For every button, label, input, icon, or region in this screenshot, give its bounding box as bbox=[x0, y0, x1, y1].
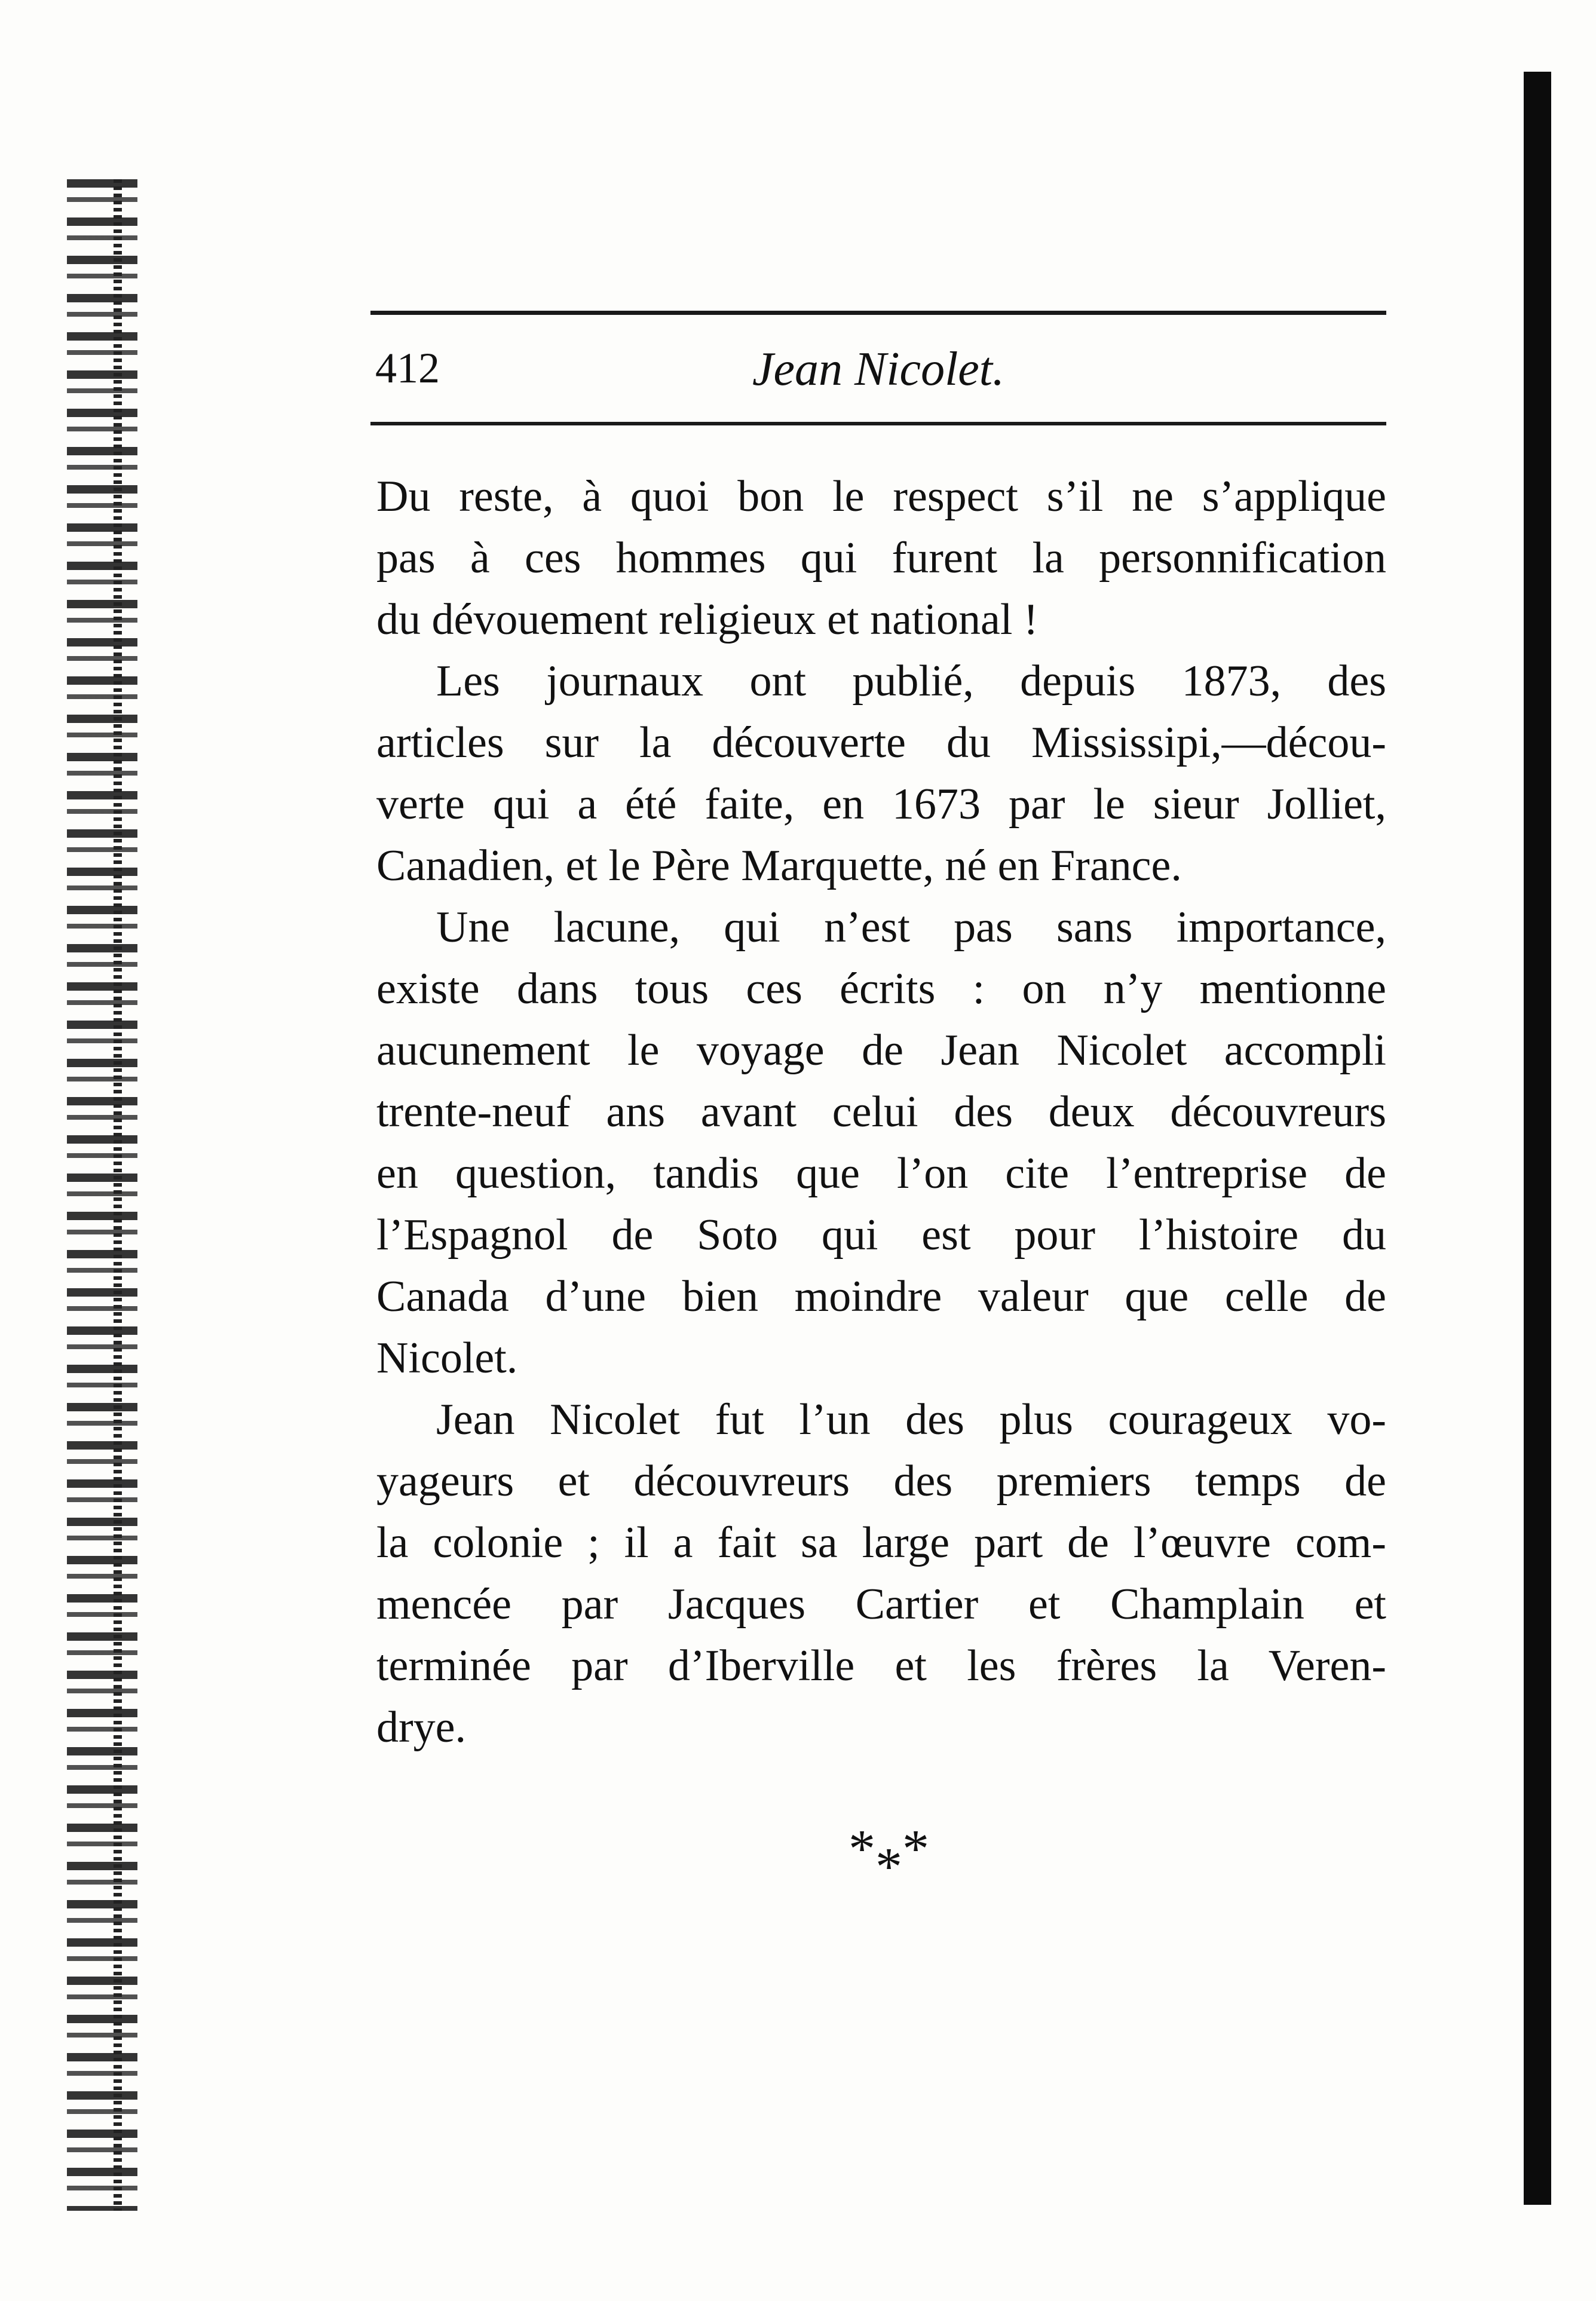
asterism-star-left: * bbox=[848, 1819, 875, 1879]
header-top-rule bbox=[370, 311, 1386, 315]
text-line: mencée par Jacques Cartier et Champlain et bbox=[376, 1580, 1386, 1629]
text-line: en question, tandis que l’on cite l’entreprise de bbox=[376, 1149, 1386, 1198]
text-line: Canadien, et le Père Marquette, né en France. bbox=[376, 841, 1182, 890]
text-line: Jean Nicolet fut l’un des plus courageux vo- bbox=[436, 1395, 1386, 1444]
text-line: verte qui a été faite, en 1673 par le sieur Jolliet, bbox=[376, 780, 1386, 829]
asterism-star-middle: * bbox=[875, 1837, 902, 1896]
text-line: Nicolet. bbox=[376, 1334, 518, 1383]
text-line: Les journaux ont publié, depuis 1873, des bbox=[436, 657, 1386, 706]
scan-edge-artifact-thin bbox=[114, 179, 122, 2211]
text-line: yageurs et découvreurs des premiers temps de bbox=[376, 1457, 1386, 1506]
running-title: Jean Nicolet. bbox=[752, 343, 1005, 396]
text-line: la colonie ; il a fait sa large part de l’œuvre com- bbox=[376, 1518, 1386, 1567]
text-line: Du reste, à quoi bon le respect s’il ne s’applique bbox=[376, 472, 1386, 521]
text-line: Une lacune, qui n’est pas sans importance, bbox=[436, 903, 1386, 952]
header-bottom-rule bbox=[370, 422, 1386, 425]
text-line: articles sur la découverte du Mississipi,—décou- bbox=[376, 718, 1386, 767]
page-number: 412 bbox=[375, 344, 440, 392]
body-text bbox=[376, 466, 1386, 1758]
scan-right-edge-bar bbox=[1524, 72, 1551, 2205]
text-line: existe dans tous ces écrits : on n’y mentionne bbox=[376, 964, 1386, 1013]
scan-edge-artifact bbox=[67, 179, 137, 2211]
text-line: trente-neuf ans avant celui des deux découvreurs bbox=[376, 1087, 1386, 1136]
text-line: Canada d’une bien moindre valeur que celle de bbox=[376, 1272, 1386, 1321]
text-line: terminée par d’Iberville et les frères la Veren- bbox=[376, 1641, 1386, 1690]
text-line: du dévouement religieux et national ! bbox=[376, 595, 1039, 644]
text-line: aucunement le voyage de Jean Nicolet accompli bbox=[376, 1026, 1386, 1075]
text-line: pas à ces hommes qui furent la personnification bbox=[376, 534, 1386, 583]
book-page bbox=[370, 287, 1398, 2079]
section-break-asterism bbox=[848, 1819, 929, 1896]
text-line: l’Espagnol de Soto qui est pour l’histoire du bbox=[376, 1211, 1386, 1260]
asterism-star-right: * bbox=[902, 1819, 929, 1879]
text-line: drye. bbox=[376, 1703, 466, 1752]
